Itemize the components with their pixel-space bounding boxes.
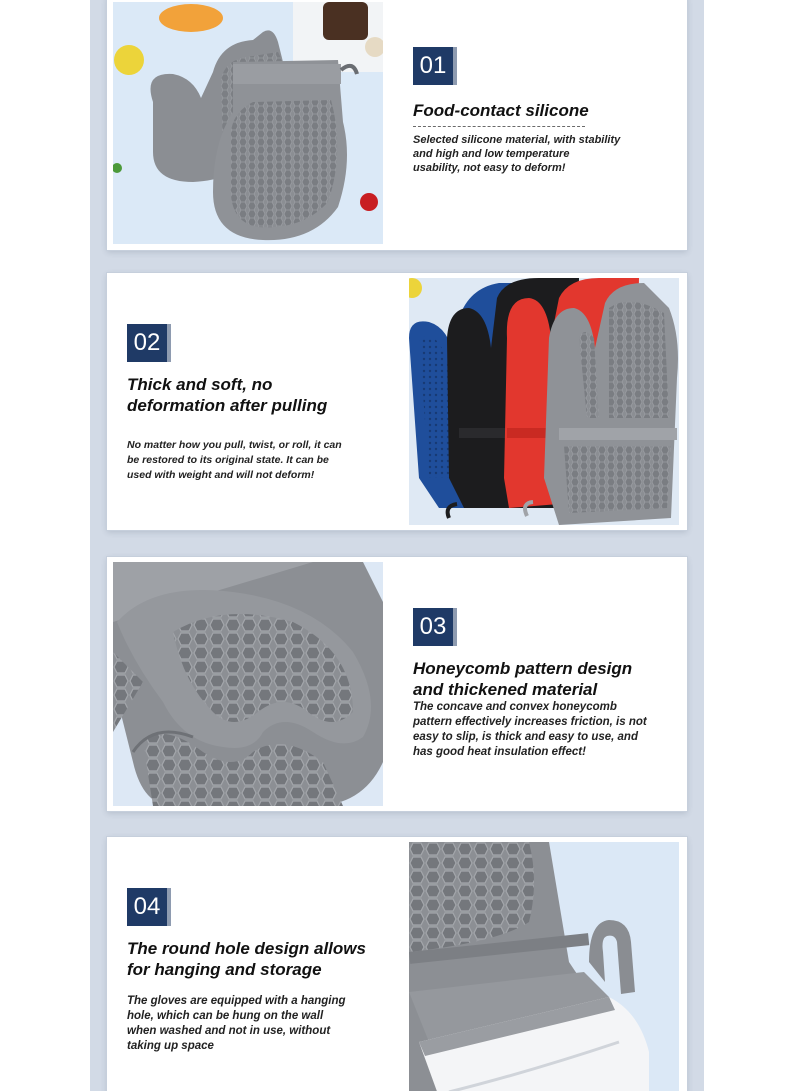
feature-description: The gloves are equipped with a hanging hole, which can be hung on the wall when washed and not in use, without taking up space <box>127 995 346 1052</box>
feature-panel-1 <box>107 0 687 250</box>
feature-title: Thick and soft, no deformation after pulling <box>127 375 328 415</box>
feature-title: Honeycomb pattern design and thickened material <box>413 659 633 699</box>
hanging-loop-photo <box>409 842 679 1091</box>
feature-description: Selected silicone material, with stability and high and low temperature usability, not easy to deform! <box>413 134 621 174</box>
feature-description: No matter how you pull, twist, or roll, it can be restored to its original state. It can be used with weight and will not deform! <box>127 439 342 481</box>
feature-number-badge: 02 <box>127 324 171 362</box>
feature-description: The concave and convex honeycomb pattern effectively increases friction, is not easy to slip, is thick and easy to use, and has good heat insulation effect! <box>413 701 647 758</box>
gloves-on-table-photo <box>113 2 383 244</box>
feature-number-badge: 01 <box>413 47 457 85</box>
honeycomb-closeup-photo <box>113 562 383 806</box>
feature-number-badge: 04 <box>127 888 171 926</box>
feature-text-4 <box>127 888 389 1054</box>
feature-title: The round hole design allows for hanging and storage <box>127 939 366 979</box>
feature-text-1 <box>413 47 675 175</box>
feature-panel-2 <box>107 273 687 530</box>
feature-text-2 <box>127 324 389 483</box>
feature-number-badge: 03 <box>413 608 457 646</box>
dashed-divider <box>413 126 585 127</box>
feature-title: Food-contact silicone <box>413 101 589 120</box>
four-color-gloves-photo <box>409 278 679 525</box>
feature-text-3 <box>413 608 675 760</box>
feature-panel-3 <box>107 557 687 811</box>
feature-panel-4 <box>107 837 687 1091</box>
